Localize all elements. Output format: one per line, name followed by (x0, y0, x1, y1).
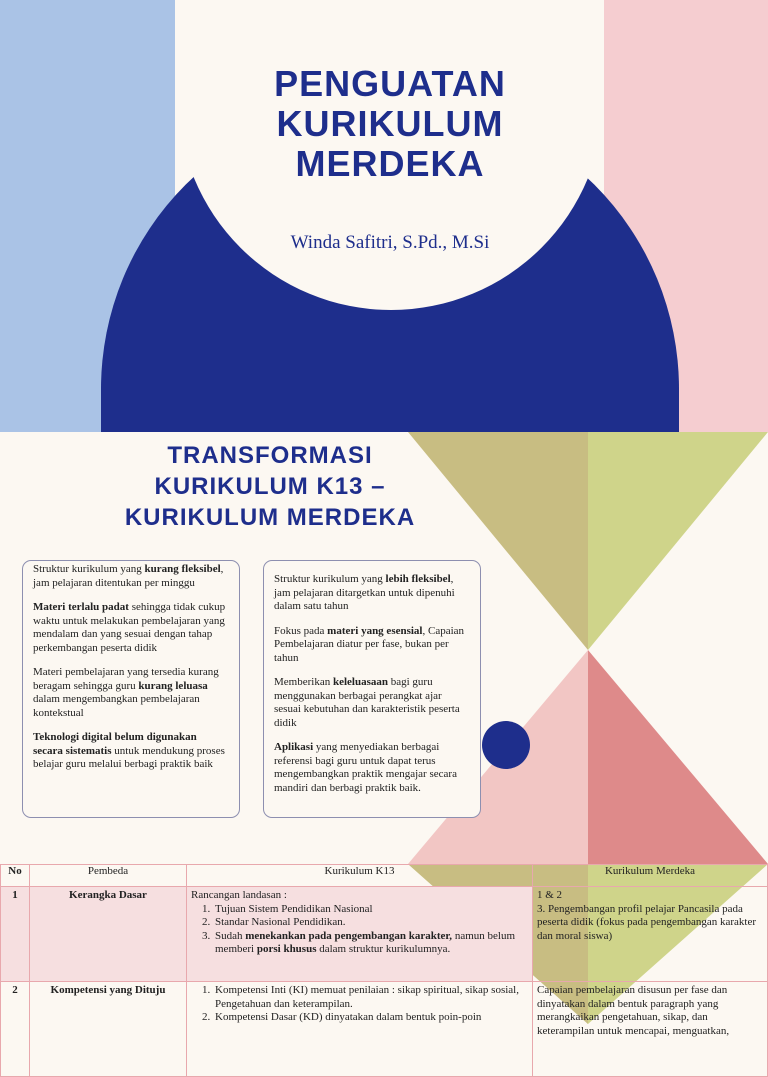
k13-point: Materi terlalu padat sehingga tidak cukup waktu untuk melakukan pembelajaran yang mendalam dan yang sesuai dengan tahap perkembangan peserta didik (33, 601, 226, 654)
k13-point: Struktur kurikulum yang kurang fleksibel, jam pelajaran ditentukan per minggu (33, 563, 224, 589)
slide-title (200, 64, 580, 184)
k13-intro: Rancangan landasan : (191, 889, 287, 901)
title-slide (0, 0, 768, 432)
title-line: PENGUATAN (274, 63, 506, 104)
cell-merdeka (533, 887, 768, 982)
merdeka-point: Struktur kurikulum yang lebih fleksibel, jam pelajaran ditargetkan untuk dipenuhi dalam satu tahun (274, 573, 455, 612)
table-header-row (1, 865, 768, 887)
cell-k13 (187, 982, 533, 1077)
merdeka-line: 1 & 2 (537, 889, 563, 901)
rose-triangle-right (588, 650, 768, 864)
comparison-table (0, 864, 768, 1077)
k13-point: Teknologi digital belum digunakan secara sistematis untuk mendukung proses belajar guru melalui berbagi praktik baik (33, 731, 225, 770)
title-line: KURIKULUM K13 – (154, 473, 386, 500)
author-name: Winda Safitri, S.Pd., M.Si (290, 232, 490, 253)
cell-pembeda: Kompetensi yang Dituju (30, 982, 187, 1077)
table-row (1, 982, 768, 1077)
header-no: No (1, 865, 30, 887)
title-line: TRANSFORMASI (167, 442, 373, 469)
header-merdeka: Kurikulum Merdeka (533, 865, 768, 887)
cell-no: 1 (1, 887, 30, 982)
k13-list (191, 984, 528, 1025)
title-line: KURIKULUM MERDEKA (124, 504, 416, 531)
merdeka-line: 3. Pengembangan profil pelajar Pancasila pada peserta didik (fokus pada pengembangan karakter dan moral siswa) (537, 902, 756, 942)
cell-k13 (187, 887, 533, 982)
list-item: 1. Tujuan Sistem Pendidikan Nasional (213, 903, 528, 917)
list-item: 3. Sudah menekankan pada pengembangan karakter, namun belum memberi porsi khusus dalam struktur kurikulumnya. (213, 930, 528, 957)
cell-pembeda: Kerangka Dasar (30, 887, 187, 982)
merdeka-point: Memberikan keleluasaan bagi guru menggunakan berbagai perangkat ajar sesuai kebutuhan dan karakteristik peserta didik (274, 676, 460, 729)
k13-box (22, 560, 240, 818)
header-pembeda: Pembeda (30, 865, 187, 887)
comparison-table-area (0, 864, 768, 1037)
cell-merdeka: Capaian pembelajaran disusun per fase dan dinyatakan dalam bentuk paragraph yang merangkaikan pengetahuan, sikap, dan keterampilan untuk mencapai, menguatkan, (533, 982, 768, 1077)
title-line: KURIKULUM (276, 103, 504, 144)
list-item: 2. Kompetensi Dasar (KD) dinyatakan dalam bentuk poin-poin (213, 1011, 528, 1025)
table-row (1, 887, 768, 982)
navy-dot (482, 721, 530, 769)
k13-point: Materi pembelajaran yang tersedia kurang beragam sehingga guru kurang leluasa dalam mengembangkan pembelajaran kontekstual (33, 666, 219, 719)
k13-list (191, 903, 528, 957)
header-k13: Kurikulum K13 (187, 865, 533, 887)
merdeka-box (263, 560, 481, 818)
slide-title (60, 440, 480, 533)
transformation-slide (0, 432, 768, 864)
merdeka-point: Fokus pada materi yang esensial, Capaian Pembelajaran diatur per fase, bukan per tahun (274, 624, 465, 664)
merdeka-point: Aplikasi yang menyediakan berbagai referensi bagi guru untuk dapat terus mengembangkan praktik mengajar secara mandiri dan berbagi praktik baik. (274, 741, 457, 794)
title-line: MERDEKA (295, 143, 485, 184)
list-item: 1. Kompetensi Inti (KI) memuat penilaian : sikap spiritual, sikap sosial, Pengetahuan dan keterampilan. (213, 984, 528, 1011)
cell-no: 2 (1, 982, 30, 1077)
olive-triangle-right (588, 432, 768, 650)
list-item: 2. Standar Nasional Pendidikan. (213, 916, 528, 930)
